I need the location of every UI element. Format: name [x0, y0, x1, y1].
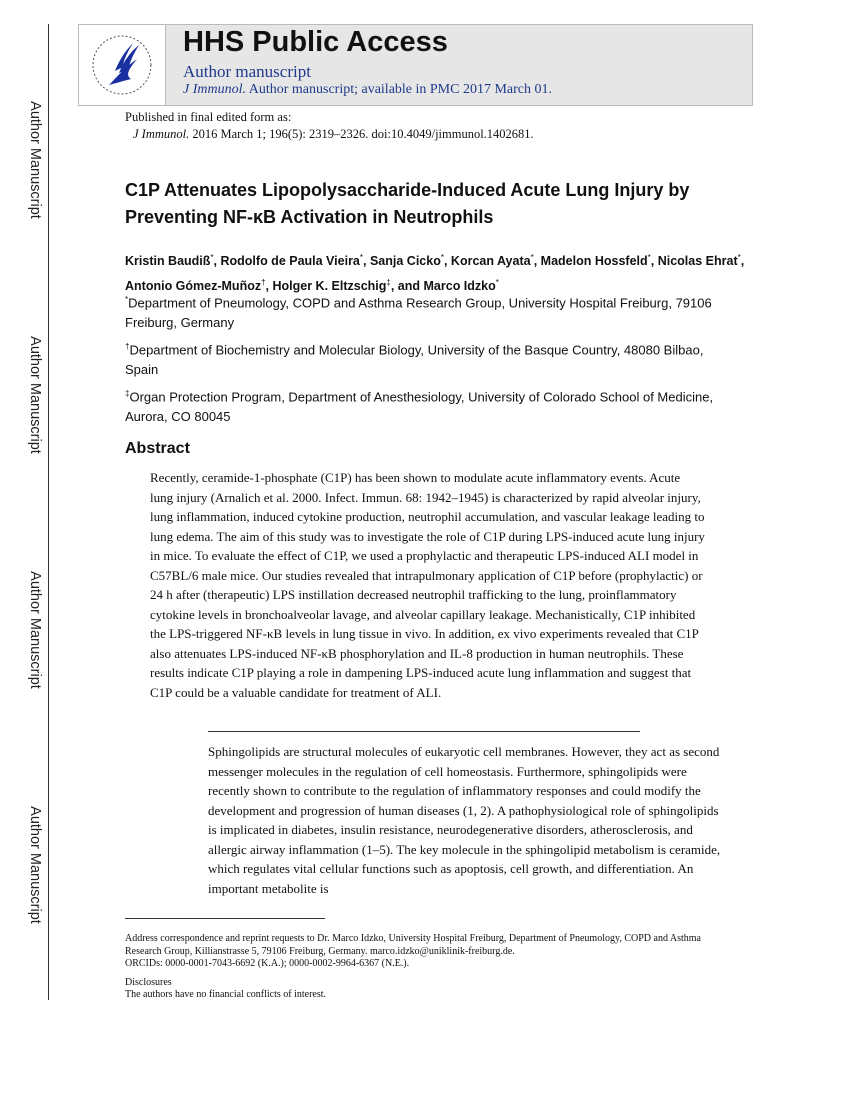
- author-mark: *: [210, 253, 214, 262]
- author: Rodolfo de Paula Vieira: [220, 254, 360, 269]
- side-label-text: Author Manuscript: [27, 336, 44, 454]
- author-mark: *: [359, 253, 364, 262]
- side-label-text: Author Manuscript: [27, 806, 44, 924]
- affiliation-text: Department of Biochemistry and Molecular Biology, University of the Basque Country, 48080 Bilbao, Spain: [125, 342, 704, 378]
- author-list: Kristin Baudiß*, Rodolfo de Paula Vieira*, Sanja Cicko*, Korcan Ayata*, Madelon Hossfeld*, Nicolas Ehrat*, Antonio Gómez-Muñoz†, Holger K. Eltzschig‡, and Marco Idzko*: [125, 253, 745, 294]
- abstract-heading: Abstract: [125, 440, 190, 457]
- affiliation-text: Organ Protection Program, Department of Anesthesiology, University of Colorado School of Medicine, Aurora, CO 80045: [125, 389, 714, 425]
- hhs-logo: [79, 25, 166, 105]
- citation-journal: J Immunol.: [133, 127, 190, 141]
- header-subtitle: Author manuscript: [183, 62, 311, 81]
- side-label-text: Author Manuscript: [27, 571, 44, 689]
- footnotes: [125, 933, 725, 1002]
- hhs-header: [78, 24, 753, 106]
- affiliation-mark: †: [125, 342, 130, 351]
- citation-text: 2016 March 1; 196(5): 2319–2326. doi:10.4049/jimmunol.1402681.: [189, 127, 534, 141]
- orcid-note: ORCIDs: 0000-0001-7043-6692 (K.A.); 0000-0002-9964-6367 (N.E.).: [125, 958, 410, 969]
- hhs-eagle-icon: [79, 25, 165, 105]
- author-mark: †: [261, 278, 266, 288]
- author-mark: *: [737, 253, 741, 262]
- header-availability: [183, 82, 552, 98]
- side-label: [23, 295, 47, 495]
- footnote-divider: [125, 918, 325, 919]
- availability-text: Author manuscript; available in PMC 2017 March 01.: [246, 82, 553, 97]
- affiliation: [125, 337, 725, 380]
- side-label: [23, 530, 47, 730]
- header-title: HHS Public Access: [183, 26, 448, 58]
- journal-name: J Immunol.: [183, 82, 246, 97]
- disclosures-heading: Disclosures: [125, 976, 172, 988]
- affiliation: [125, 290, 725, 333]
- author-mark: *: [530, 253, 534, 262]
- author: Kristin Baudiß: [125, 254, 211, 269]
- citation: [125, 126, 534, 143]
- article-title: C1P Attenuates Lipopolysaccharide-Induced Acute Lung Injury by Preventing NF-κB Activation in Neutrophils: [125, 180, 690, 227]
- side-label-text: Author Manuscript: [27, 101, 44, 219]
- author: Holger K. Eltzschig: [272, 279, 387, 294]
- author-mark: *: [647, 253, 651, 262]
- author-mark: *: [440, 253, 444, 262]
- published-label: Published in final edited form as:: [125, 110, 292, 124]
- side-label: [23, 60, 47, 260]
- author: Antonio Gómez-Muñoz: [125, 279, 262, 294]
- author-mark: ‡: [386, 278, 391, 288]
- affiliation-mark: ‡: [125, 389, 130, 398]
- correspondence-note: Address correspondence and reprint requests to Dr. Marco Idzko, University Hospital Freiburg, Department of Pneumology, COPD and Asthma Research Group, Killianstrasse 5, 79106 Freiburg, Germany. marco.idzko@uniklinik-freiburg.de.: [125, 933, 701, 957]
- affiliation-mark: *: [125, 295, 129, 304]
- affiliation-text: Department of Pneumology, COPD and Asthma Research Group, University Hospital Freiburg, 79106 Freiburg, Germany: [125, 295, 712, 331]
- body-paragraph: Sphingolipids are structural molecules of eukaryotic cell membranes. However, they act as second messenger molecules in the regulation of cell homeostasis. Furthermore, sphingolipids were recently shown to contribute to the regulation of inflammatory responses and could modify the development and progression of human diseases (1, 2). A pathophysiological role of sphingolipids is implicated in diabetes, insulin resistance, neurodegenerative disorders, atherosclerosis, and allergic airway inflammation (1–5). The key molecule in the sphingolipid metabolism is ceramide, which regulates vital cellular functions such as apoptosis, cell growth, and differentiation. An important metabolite is: [208, 744, 721, 896]
- author-mark: *: [495, 278, 499, 288]
- disclosures-text: The authors have no financial conflicts of interest.: [125, 989, 327, 1000]
- author: Korcan Ayata: [450, 254, 531, 269]
- divider: [208, 731, 640, 732]
- author: Nicolas Ehrat: [657, 254, 738, 269]
- author: Madelon Hossfeld: [540, 254, 648, 269]
- published-info: [125, 109, 534, 143]
- margin-divider: [48, 24, 49, 1000]
- author: Marco Idzko: [423, 279, 496, 294]
- affiliation: [125, 384, 725, 427]
- author: Sanja Cicko: [369, 254, 441, 269]
- abstract-text: Recently, ceramide-1-phosphate (C1P) has been shown to modulate acute inflammatory events. Acute lung injury (Arnalich et al. 2000. Infect. Immun. 68: 1942–1945) is characterized by rapid alveolar injury, lung inflammation, induced cytokine production, neutrophil accumulation, and vascular leakage leading to lung edema. The aim of this study was to investigate the role of C1P during LPS-induced acute lung injury in mice. To evaluate the effect of C1P, we used a prophylactic and therapeutic LPS-induced ALI model in C57BL/6 male mice. Our studies revealed that intrapulmonary application of C1P before (prophylactic) or 24 h after (therapeutic) LPS instillation decreased neutrophil trafficking to the lung, proinflammatory cytokine levels in bronchoalveolar lavage, and alveolar capillary leakage. Mechanistically, C1P inhibited the LPS-triggered NF-κB levels in lung tissue in vivo. In addition, ex vivo experiments revealed that C1P also attenuates LPS-induced NF-κB phosphorylation and IL-8 production in human neutrophils. These results indicate C1P playing a role in dampening LPS-induced acute lung inflammation and suggest that C1P could be a valuable candidate for treatment of ALI.: [150, 470, 705, 700]
- side-label: [23, 765, 47, 965]
